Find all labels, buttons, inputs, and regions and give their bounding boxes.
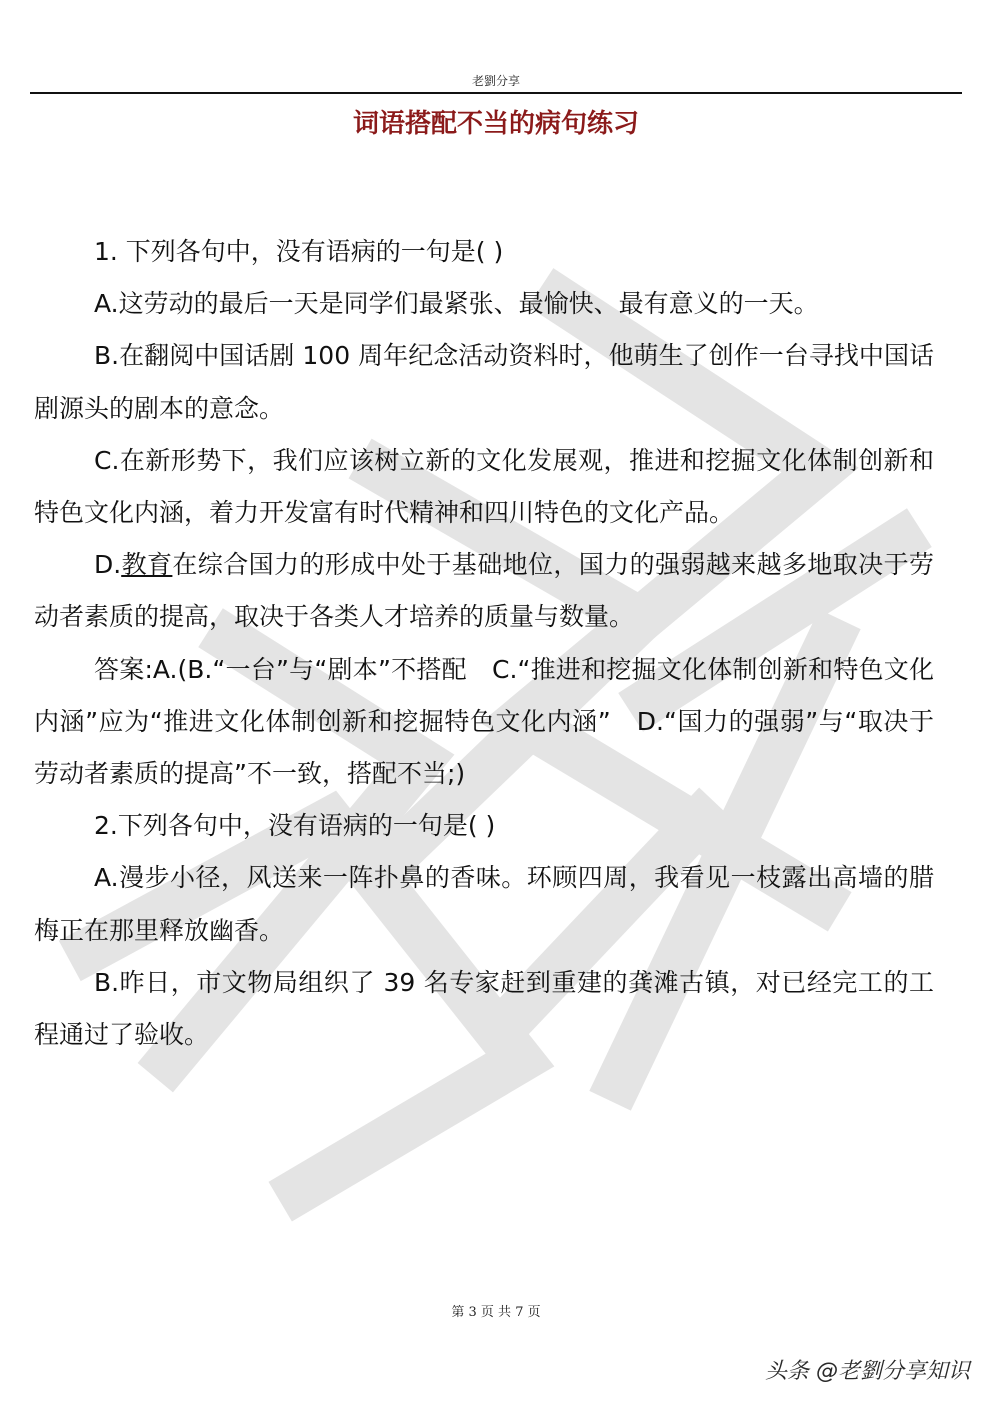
question-1-option-a: A.这劳动的最后一天是同学们最紧张、最愉快、最有意义的一天。 [94,289,819,319]
question-1-option-c: C.在新形势下，我们应该树立新的文化发展观，推进和挖掘文化体制创新和特色文化内涵，着力开发富有时代精神和四川特色的文化产品。 [34,445,934,528]
option-d-text: 在综合国力的形成中处于基础地位，国力的强弱越来越多地取决于劳动者素质的提高，取决于各类人才培养的质量与数量。 [34,550,934,632]
question-1: 1. 下列各句中，没有语病的一句是( ) [94,237,504,266]
document-body [34,226,934,1061]
question-2-option-b: B.昨日，市文物局组织了 39 名专家赶到重建的龚滩古镇，对已经完工的工程通过了验收。 [34,967,934,1050]
education-link[interactable]: 教育 [121,550,173,580]
option-d-prefix: D. [94,550,122,580]
question-1-option-d [34,539,934,643]
page-header: 老劉分享 [471,74,520,88]
document-title: 词语搭配不当的病句练习 [352,109,639,139]
question-1-option-b: B.在翻阅中国话剧 100 周年纪念活动资料时，他萌生了创作一台寻找中国话剧源头的剧本的意念。 [34,341,934,423]
question-2: 2.下列各句中，没有语病的一句是( ) [94,811,496,841]
question-1-answer: 答案:A.(B.“一台”与“剧本”不搭配 C.“推进和挖掘文化体制创新和特色文化内涵”应为“推进文化体制创新和挖掘特色文化内涵” D.“国力的强弱”与“取决于劳动者素质的提高”不一致，搭配不当;) [34,654,935,789]
author-signature: 头条 @老劉分享知识 [765,1359,970,1384]
page-footer: 第 3 页 共 7 页 [451,1305,541,1320]
question-2-option-a: A.漫步小径，风送来一阵扑鼻的香味。环顾四周，我看见一枝露出高墙的腊梅正在那里释放幽香。 [34,863,934,945]
header-divider [30,92,962,94]
